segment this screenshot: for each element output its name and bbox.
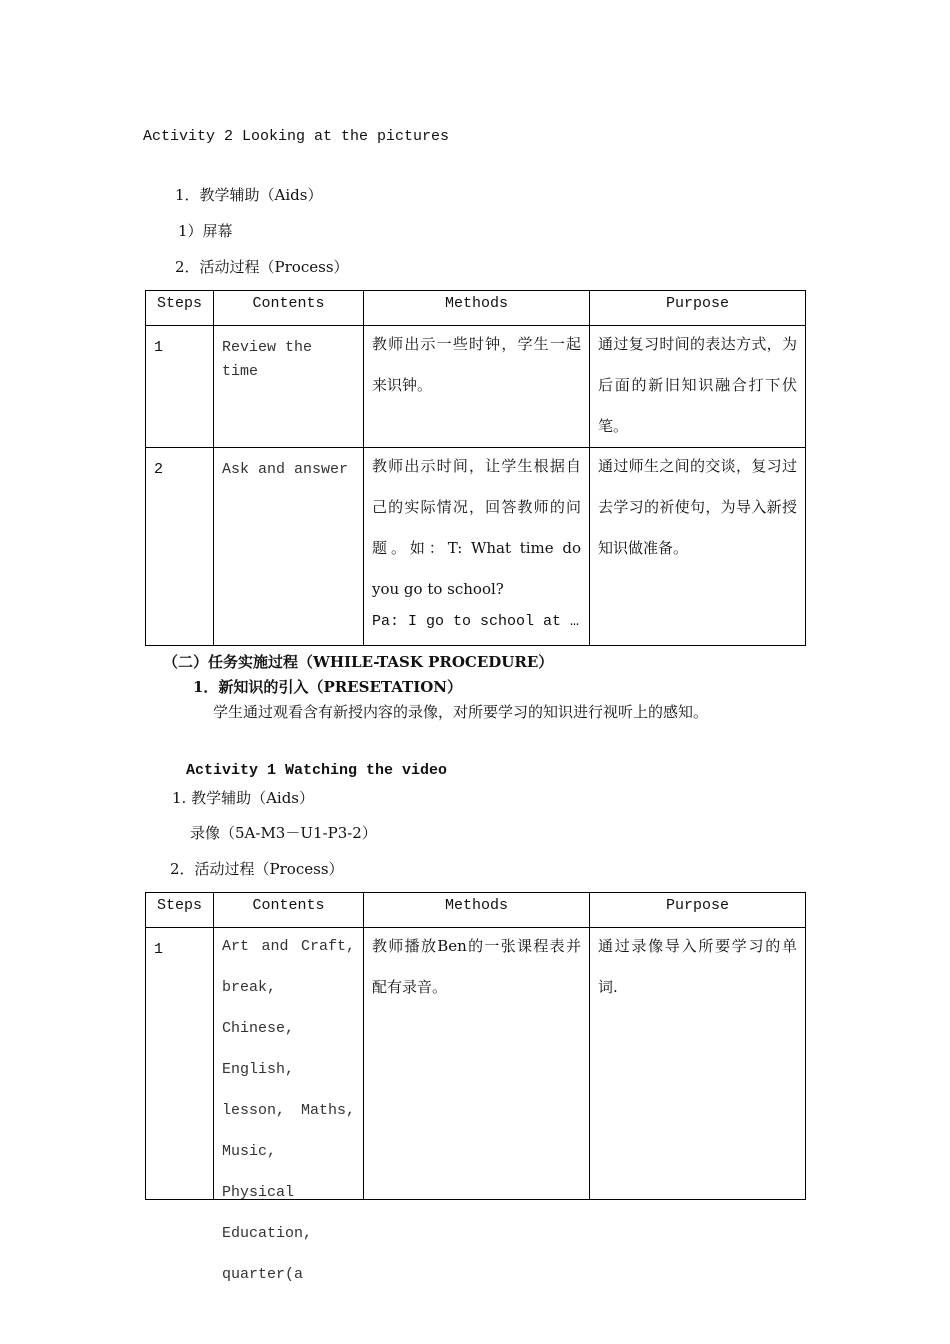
- header-purpose: Purpose: [590, 291, 806, 326]
- methods-cell: 教师出示时间，让学生根据自己的实际情况，回答教师的问题。如：T: What time do you go to school? Pa: I go to school at …: [364, 448, 590, 646]
- header-methods: Methods: [364, 893, 590, 928]
- contents-cell: Ask and answer: [214, 448, 364, 646]
- step-cell: 2: [146, 448, 214, 646]
- table-header-row: [146, 893, 806, 928]
- activity2-title: Activity 2 Looking at the pictures: [143, 128, 450, 145]
- activity2-aids-heading: 1．教学辅助（Aids）: [175, 186, 323, 204]
- activity2-aids-item: 1）屏幕: [178, 222, 233, 240]
- header-steps: Steps: [146, 291, 214, 326]
- table-row: [146, 928, 806, 1200]
- table-header-row: [146, 291, 806, 326]
- section-sub-heading: 1．新知识的引入（PRESETATION）: [193, 678, 462, 696]
- step-cell: 1: [146, 928, 214, 1200]
- purpose-cell: 通过复习时间的表达方式，为后面的新旧知识融合打下伏笔。: [590, 326, 806, 448]
- activity2-process-heading: 2．活动过程（Process）: [175, 258, 349, 276]
- activity1-title: Activity 1 Watching the video: [186, 762, 448, 779]
- purpose-cell: 通过录像导入所要学习的单词.: [590, 928, 806, 1200]
- section-heading: （二）任务实施过程（WHILE-TASK PROCEDURE）: [163, 653, 554, 671]
- header-steps: Steps: [146, 893, 214, 928]
- activity1-aids-heading: 1. 教学辅助（Aids）: [172, 789, 315, 807]
- activity1-aids-item: 录像（5A-M3－U1-P3-2）: [190, 824, 377, 842]
- table-row: [146, 448, 806, 646]
- contents-cell: Review the time: [214, 326, 364, 448]
- table-row: [146, 326, 806, 448]
- header-purpose: Purpose: [590, 893, 806, 928]
- activity2-process-table: [145, 290, 806, 646]
- header-contents: Contents: [214, 291, 364, 326]
- header-methods: Methods: [364, 291, 590, 326]
- methods-extra-line: Pa: I go to school at …: [372, 613, 580, 630]
- methods-cell: 教师出示一些时钟，学生一起来识钟。: [364, 326, 590, 448]
- step-cell: 1: [146, 326, 214, 448]
- purpose-cell: 通过师生之间的交谈，复习过去学习的祈使句，为导入新授知识做准备。: [590, 448, 806, 646]
- contents-cell: Art and Craft, break, Chinese, English, lesson, Maths, Music, Physical Education, quarter(a: [214, 928, 364, 1200]
- header-contents: Contents: [214, 893, 364, 928]
- methods-cell: 教师播放Ben的一张课程表并配有录音。: [364, 928, 590, 1200]
- activity1-process-table: [145, 892, 806, 1283]
- activity1-process-heading: 2．活动过程（Process）: [170, 860, 344, 878]
- section-description: 学生通过观看含有新授内容的录像，对所要学习的知识进行视听上的感知。: [213, 703, 709, 721]
